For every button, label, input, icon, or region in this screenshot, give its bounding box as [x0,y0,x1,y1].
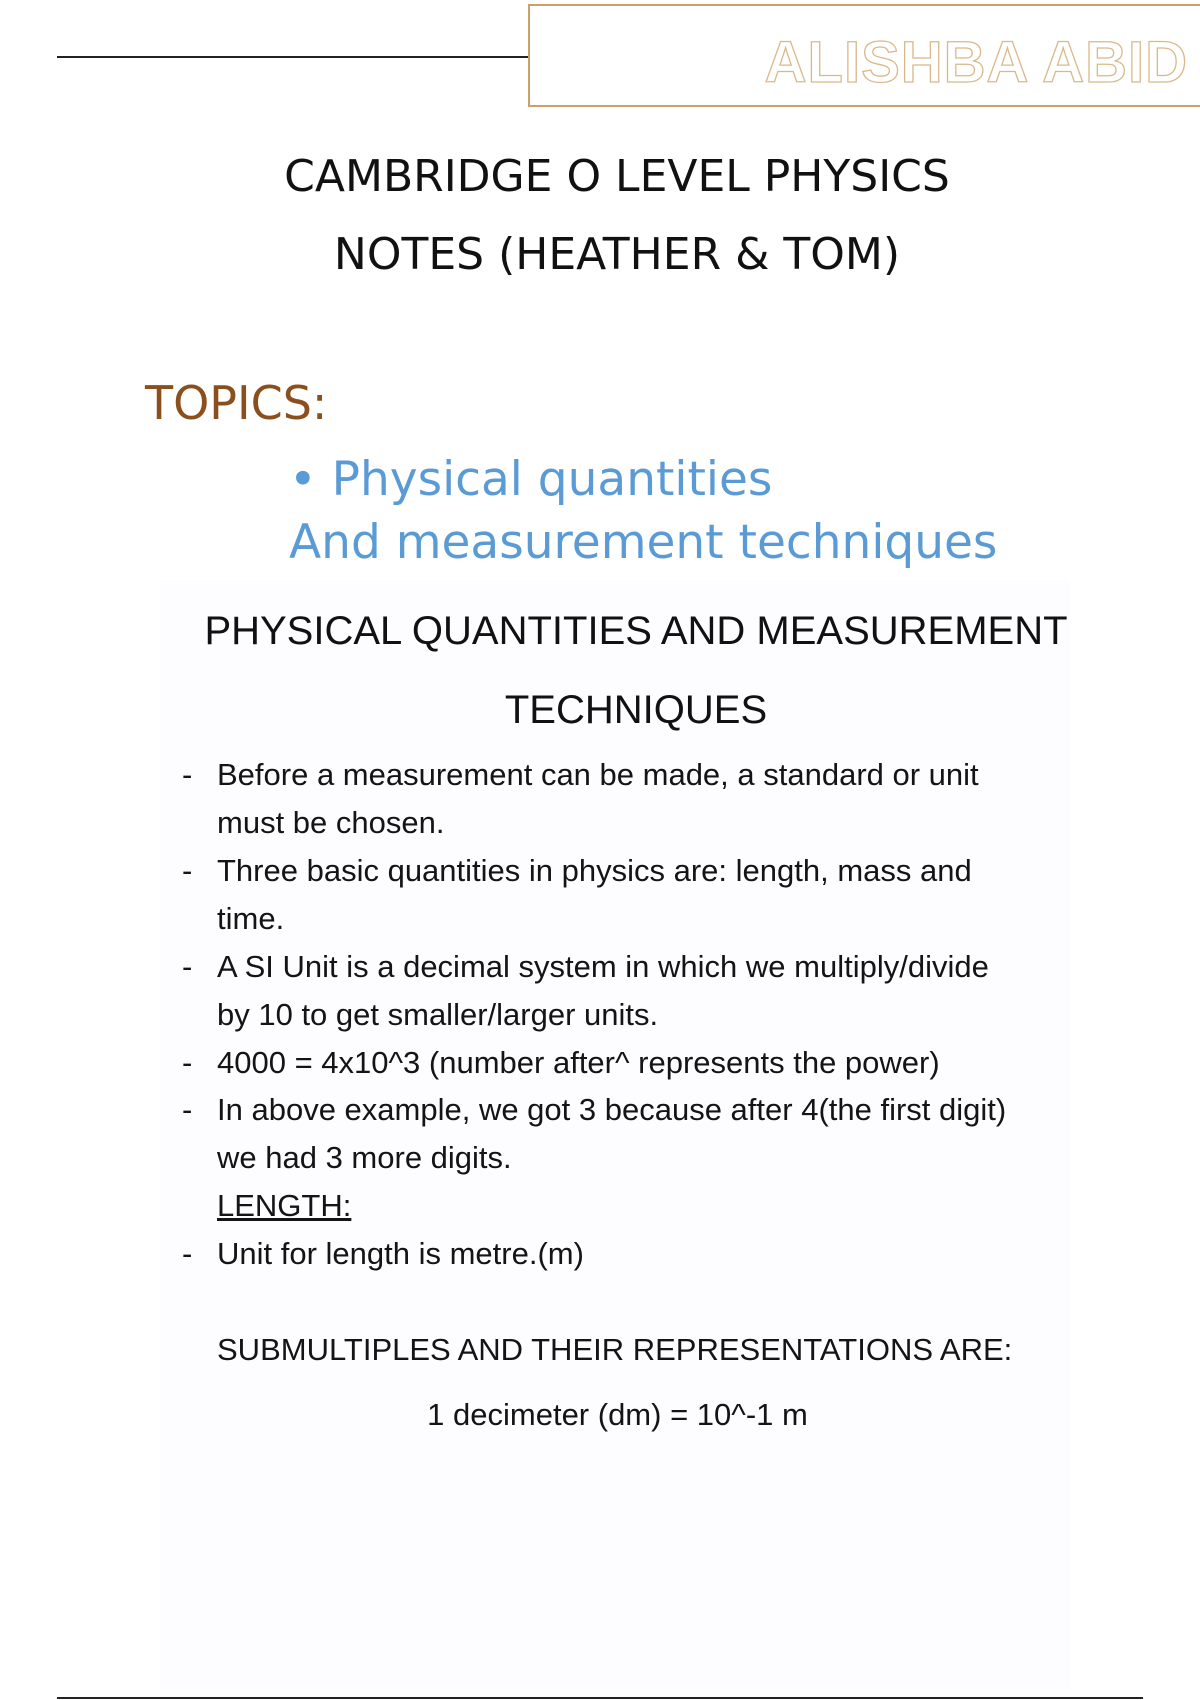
topic-item-line-1: • Physical quantities [289,452,773,507]
length-unit-bullet: Unit for length is metre.(m) [217,1236,584,1271]
section-title-line-2: TECHNIQUES [504,688,768,732]
document-title-line-2: NOTES (HEATHER & TOM) [333,229,901,280]
document-title-line-1: CAMBRIDGE O LEVEL PHYSICS [284,151,950,202]
bullet-marker: - [182,757,193,792]
submultiple-item: 1 decimeter (dm) = 10^-1 m [427,1397,808,1432]
topic-item-line-2: And measurement techniques [289,515,998,570]
submultiples-heading: SUBMULTIPLES AND THEIR REPRESENTATIONS ARE: [217,1332,1013,1367]
author-name: ALISHBA ABID [764,30,1188,95]
bullet-1-line-2: must be chosen. [217,805,445,840]
bullet-5-line-1: In above example, we got 3 because after 4(the first digit) [217,1092,1007,1127]
topics-heading: TOPICS: [145,376,328,430]
bullet-2-line-1: Three basic quantities in physics are: length, mass and [217,853,972,888]
section-title-line-1: PHYSICAL QUANTITIES AND MEASUREMENT [204,609,1068,653]
bullet-2-line-2: time. [217,901,285,936]
bullet-5-line-2: we had 3 more digits. [217,1140,512,1175]
bullet-1-line-1: Before a measurement can be made, a standard or unit [217,757,979,792]
length-subheading: LENGTH: [217,1188,352,1223]
bullet-3-line-2: by 10 to get smaller/larger units. [217,997,659,1032]
bullet-4-line-1: 4000 = 4x10^3 (number after^ represents the power) [217,1045,940,1080]
footer-rule [57,1697,1143,1699]
bullet-marker: - [182,853,193,888]
bullet-marker: - [182,1236,193,1271]
bullet-3-line-1: A SI Unit is a decimal system in which we multiply/divide [217,949,989,984]
bullet-marker: - [182,1092,193,1127]
bullet-marker: - [182,1045,193,1080]
bullet-marker: - [182,949,193,984]
